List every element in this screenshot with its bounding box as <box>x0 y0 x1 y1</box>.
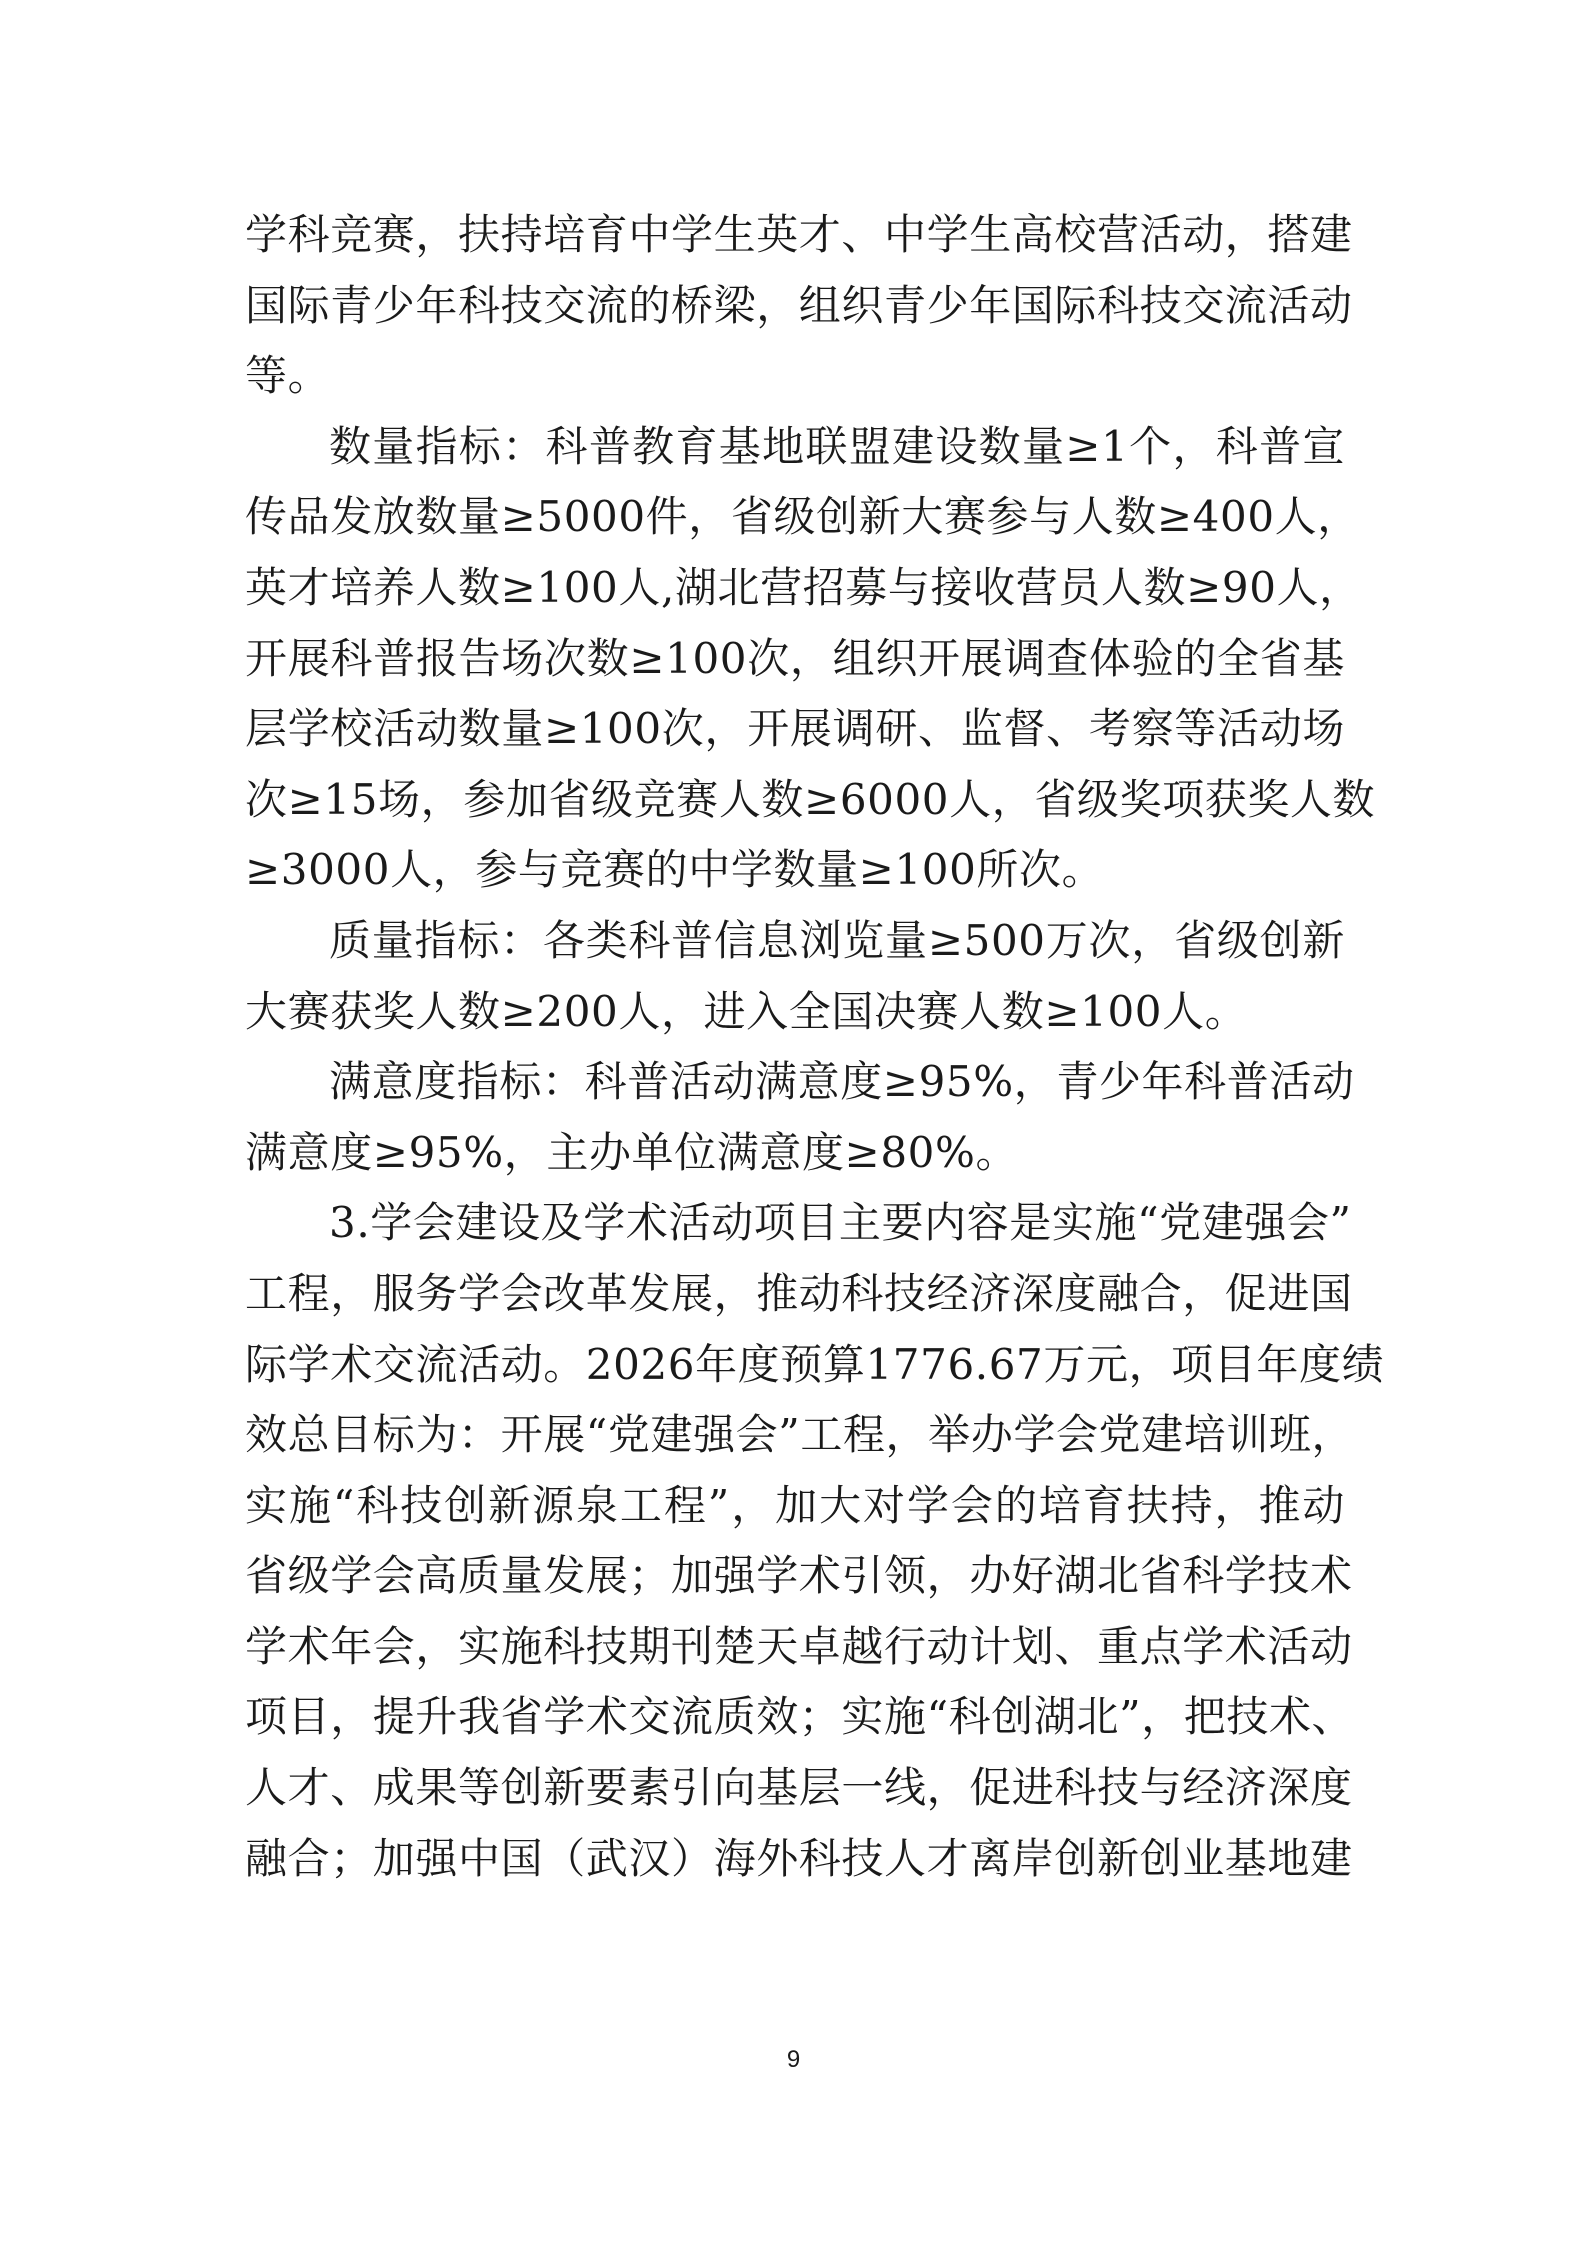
text-line: 等。 <box>245 351 331 401</box>
text-line: 融合；加强中国（武汉）海外科技人才离岸创新创业基地建 <box>245 1833 1353 1883</box>
text-line: 传品发放数量≥5000件，省级创新大赛参与人数≥400人， <box>245 492 1360 542</box>
text-line: 大赛获奖人数≥200人，进入全国决赛人数≥100人。 <box>245 986 1248 1036</box>
page-number: 9 <box>786 2046 801 2073</box>
text-line: 层学校活动数量≥100次，开展调研、监督、考察等活动场 <box>245 704 1345 754</box>
text-line: 开展科普报告场次数≥100次，组织开展调查体验的全省基 <box>245 633 1345 683</box>
text-line: 省级学会高质量发展；加强学术引领，办好湖北省科学技术 <box>245 1551 1353 1601</box>
paragraph-first-line: 满意度指标：科普活动满意度≥95%，青少年科普活动 <box>329 1057 1355 1107</box>
paragraph-first-line: 数量指标：科普教育基地联盟建设数量≥1个，科普宣 <box>329 421 1345 471</box>
text-line: 项目，提升我省学术交流质效；实施“科创湖北”，把技术、 <box>245 1692 1355 1742</box>
text-line: 英才培养人数≥100人,湖北营招募与接收营员人数≥90人， <box>245 562 1362 612</box>
text-line: 学术年会，实施科技期刊楚天卓越行动计划、重点学术活动 <box>245 1621 1353 1671</box>
text-line: 学科竞赛，扶持培育中学生英才、中学生高校营活动，搭建 <box>245 210 1353 259</box>
text-line: ≥3000人，参与竞赛的中学数量≥100所次。 <box>245 845 1105 895</box>
text-line: 次≥15场，参加省级竞赛人数≥6000人，省级奖项获奖人数 <box>245 774 1376 824</box>
text-line: 满意度≥95%，主办单位满意度≥80%。 <box>245 1127 1019 1177</box>
body-text <box>245 200 1385 1894</box>
paragraph-first-line: 质量指标：各类科普信息浏览量≥500万次，省级创新 <box>329 915 1345 965</box>
paragraph-first-line: 3.学会建设及学术活动项目主要内容是实施“党建强会” <box>329 1198 1352 1248</box>
text-line: 效总目标为：开展“党建强会”工程，举办学会党建培训班， <box>245 1410 1355 1460</box>
text-line: 实施“科技创新源泉工程”，加大对学会的培育扶持，推动 <box>245 1480 1345 1530</box>
text-line: 国际青少年科技交流的桥梁，组织青少年国际科技交流活动 <box>245 280 1353 330</box>
text-line: 际学术交流活动。2026年度预算1776.67万元，项目年度绩 <box>245 1339 1385 1389</box>
text-line: 人才、成果等创新要素引向基层一线，促进科技与经济深度 <box>245 1763 1353 1813</box>
text-line: 工程，服务学会改革发展，推动科技经济深度融合，促进国 <box>245 1268 1353 1318</box>
